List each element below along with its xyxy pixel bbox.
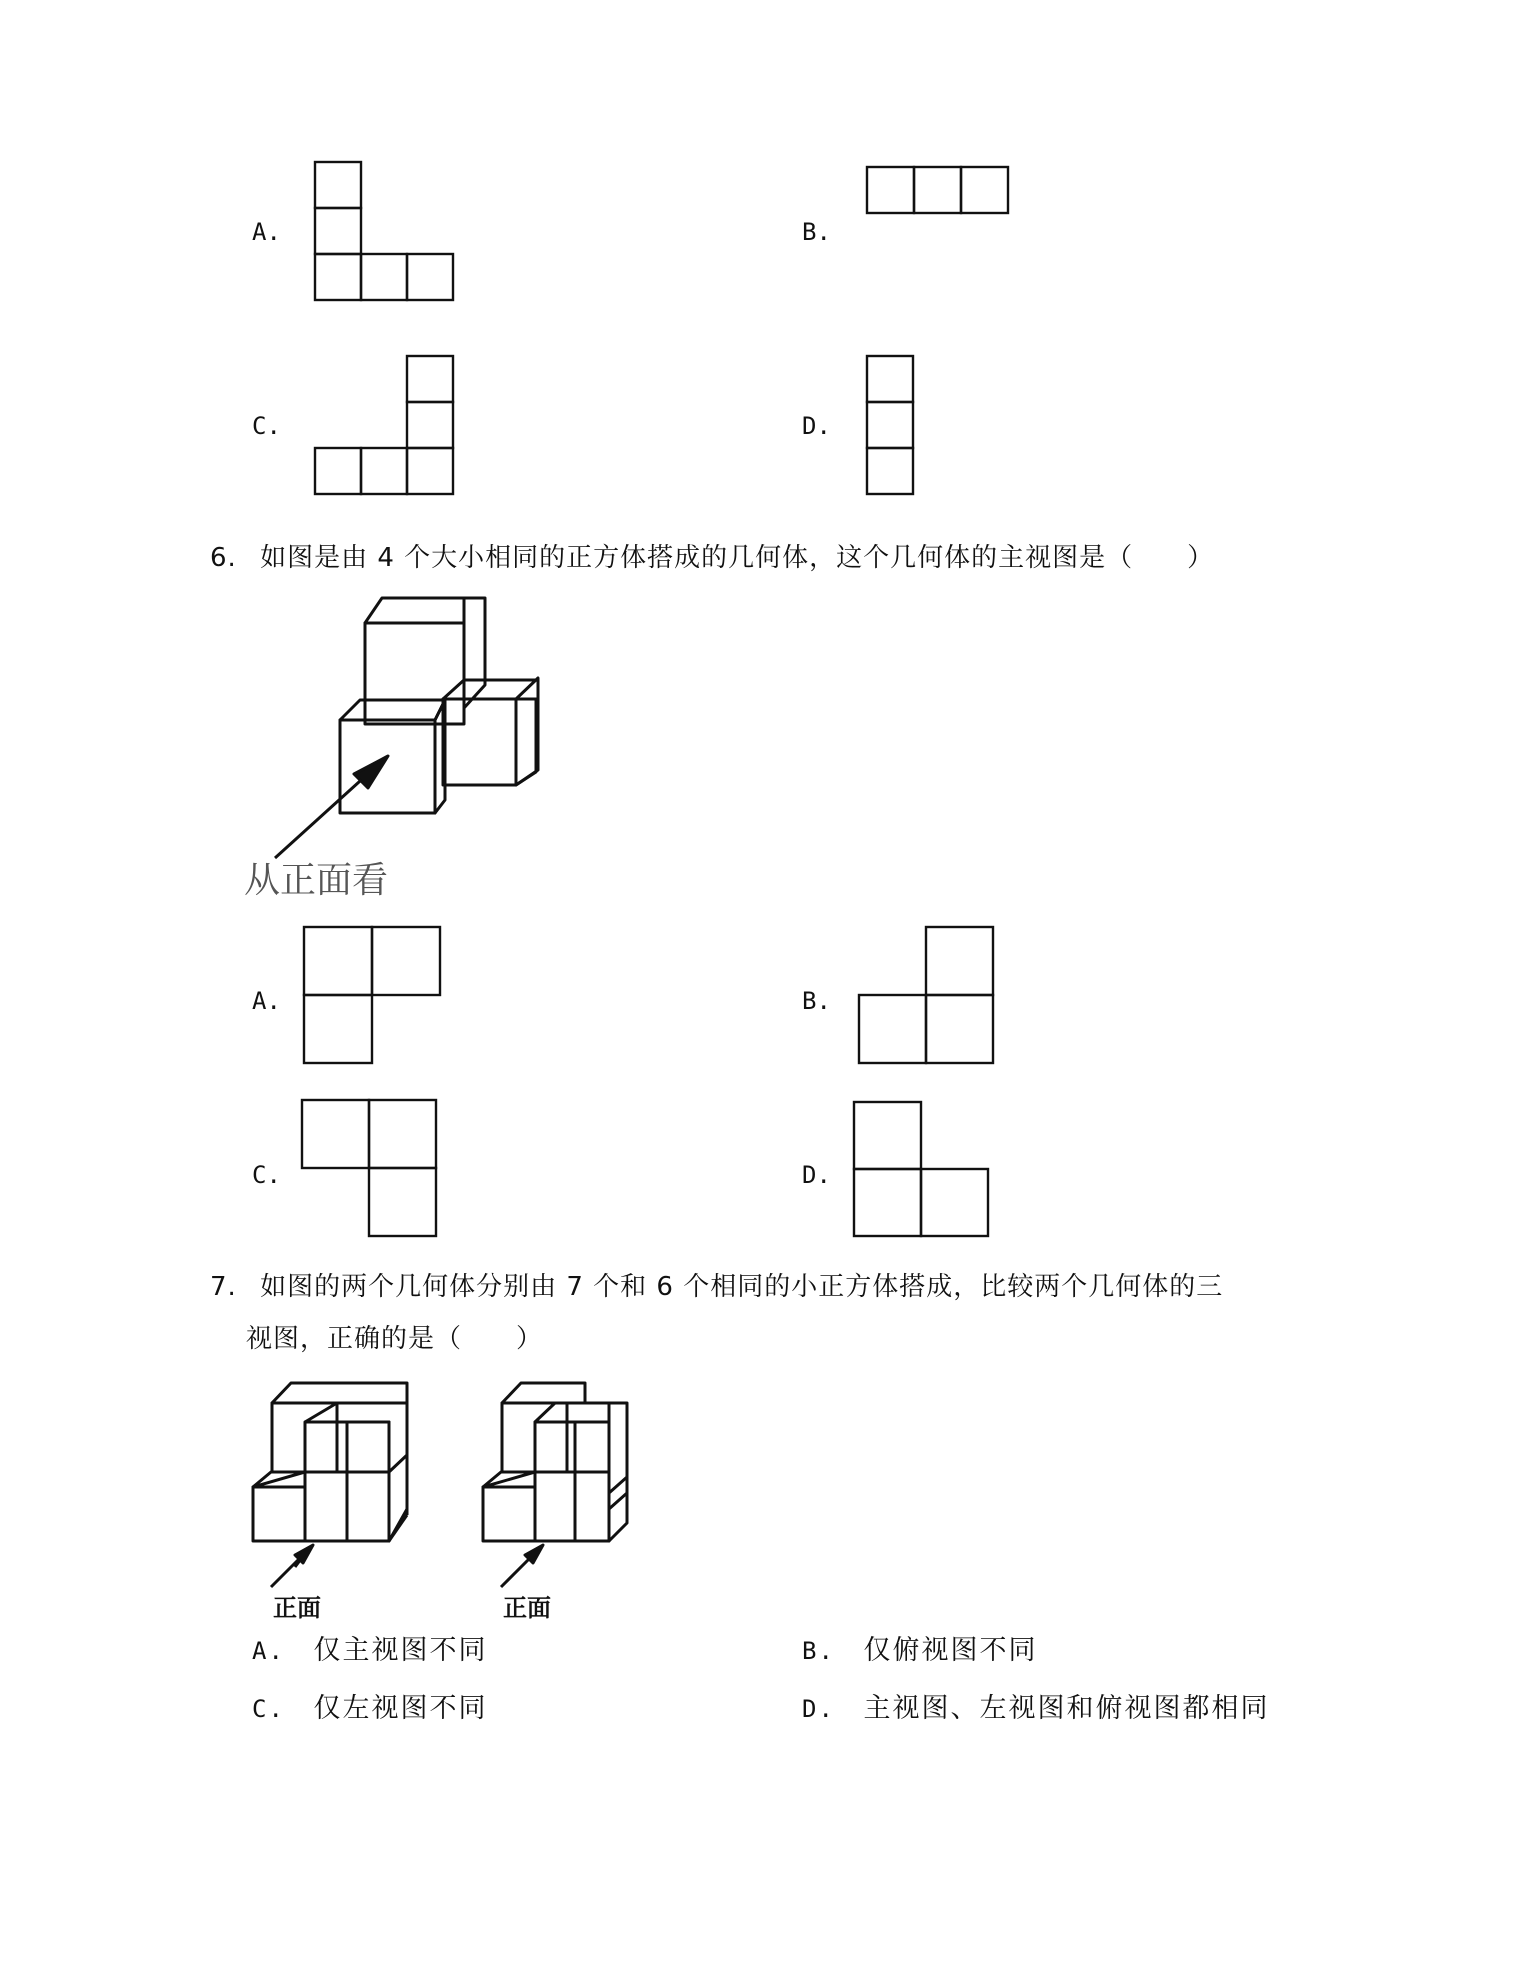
q6-option-d-figure[interactable] <box>852 1100 994 1242</box>
q7-solid-right <box>475 1375 650 1595</box>
q6-number: 6. <box>210 543 237 573</box>
q6-option-b-figure[interactable] <box>856 925 998 1067</box>
q7-text-line1: 如图的两个几何体分别由 7 个和 6 个相同的小正方体搭成，比较两个几何体的三 <box>260 1272 1224 1302</box>
q5-option-a-figure[interactable] <box>313 160 463 300</box>
q7-option-d-text: 主视图、左视图和俯视图都相同 <box>863 1693 1270 1724</box>
q7-right-caption: 正面 <box>503 1594 551 1622</box>
q6-figure-caption: 从正面看 <box>244 860 389 901</box>
q7-text-line2: 视图，正确的是（ ） <box>246 1324 544 1354</box>
q5-option-b-label[interactable]: B. <box>802 218 831 246</box>
q6-option-a-figure[interactable] <box>302 925 444 1067</box>
q7-number: 7. <box>210 1272 237 1302</box>
q5-option-c-label[interactable]: C. <box>252 412 281 440</box>
q7-option-a-label: A. <box>252 1637 285 1665</box>
q6-option-b-label[interactable]: B. <box>802 987 831 1015</box>
q6-text: 如图是由 4 个大小相同的正方体搭成的几何体，这个几何体的主视图是（ ） <box>260 543 1215 573</box>
q7-option-b-text: 仅俯视图不同 <box>863 1635 1038 1666</box>
q5-option-a-label[interactable]: A. <box>252 218 281 246</box>
q5-option-d-label[interactable]: D. <box>802 412 831 440</box>
q7-option-b[interactable] <box>802 1628 1038 1667</box>
q7-option-a[interactable] <box>252 1628 488 1667</box>
q6-cube-top-front <box>365 623 464 724</box>
q6-option-a-label[interactable]: A. <box>252 987 281 1015</box>
q5-option-b-figure[interactable] <box>865 165 1015 215</box>
q7-option-c-text: 仅左视图不同 <box>313 1693 488 1724</box>
q7-left-caption: 正面 <box>273 1594 321 1622</box>
q5-option-c-figure[interactable] <box>313 354 463 496</box>
q5-option-d-figure[interactable] <box>865 354 917 496</box>
q6-stem <box>210 537 1214 574</box>
q7-option-c[interactable] <box>252 1686 488 1725</box>
q7-solid-left <box>245 1375 420 1595</box>
q7-option-d[interactable] <box>802 1686 1270 1725</box>
q6-cube-front <box>340 720 435 813</box>
q6-option-c-label[interactable]: C. <box>252 1161 281 1189</box>
q7-option-b-label: B. <box>802 1637 835 1665</box>
q7-stem-line1 <box>210 1266 1223 1303</box>
q6-option-c-figure[interactable] <box>300 1098 442 1240</box>
q6-option-d-label[interactable]: D. <box>802 1161 831 1189</box>
q7-option-a-text: 仅主视图不同 <box>313 1635 488 1666</box>
q7-option-d-label: D. <box>802 1695 835 1723</box>
q7-option-c-label: C. <box>252 1695 285 1723</box>
